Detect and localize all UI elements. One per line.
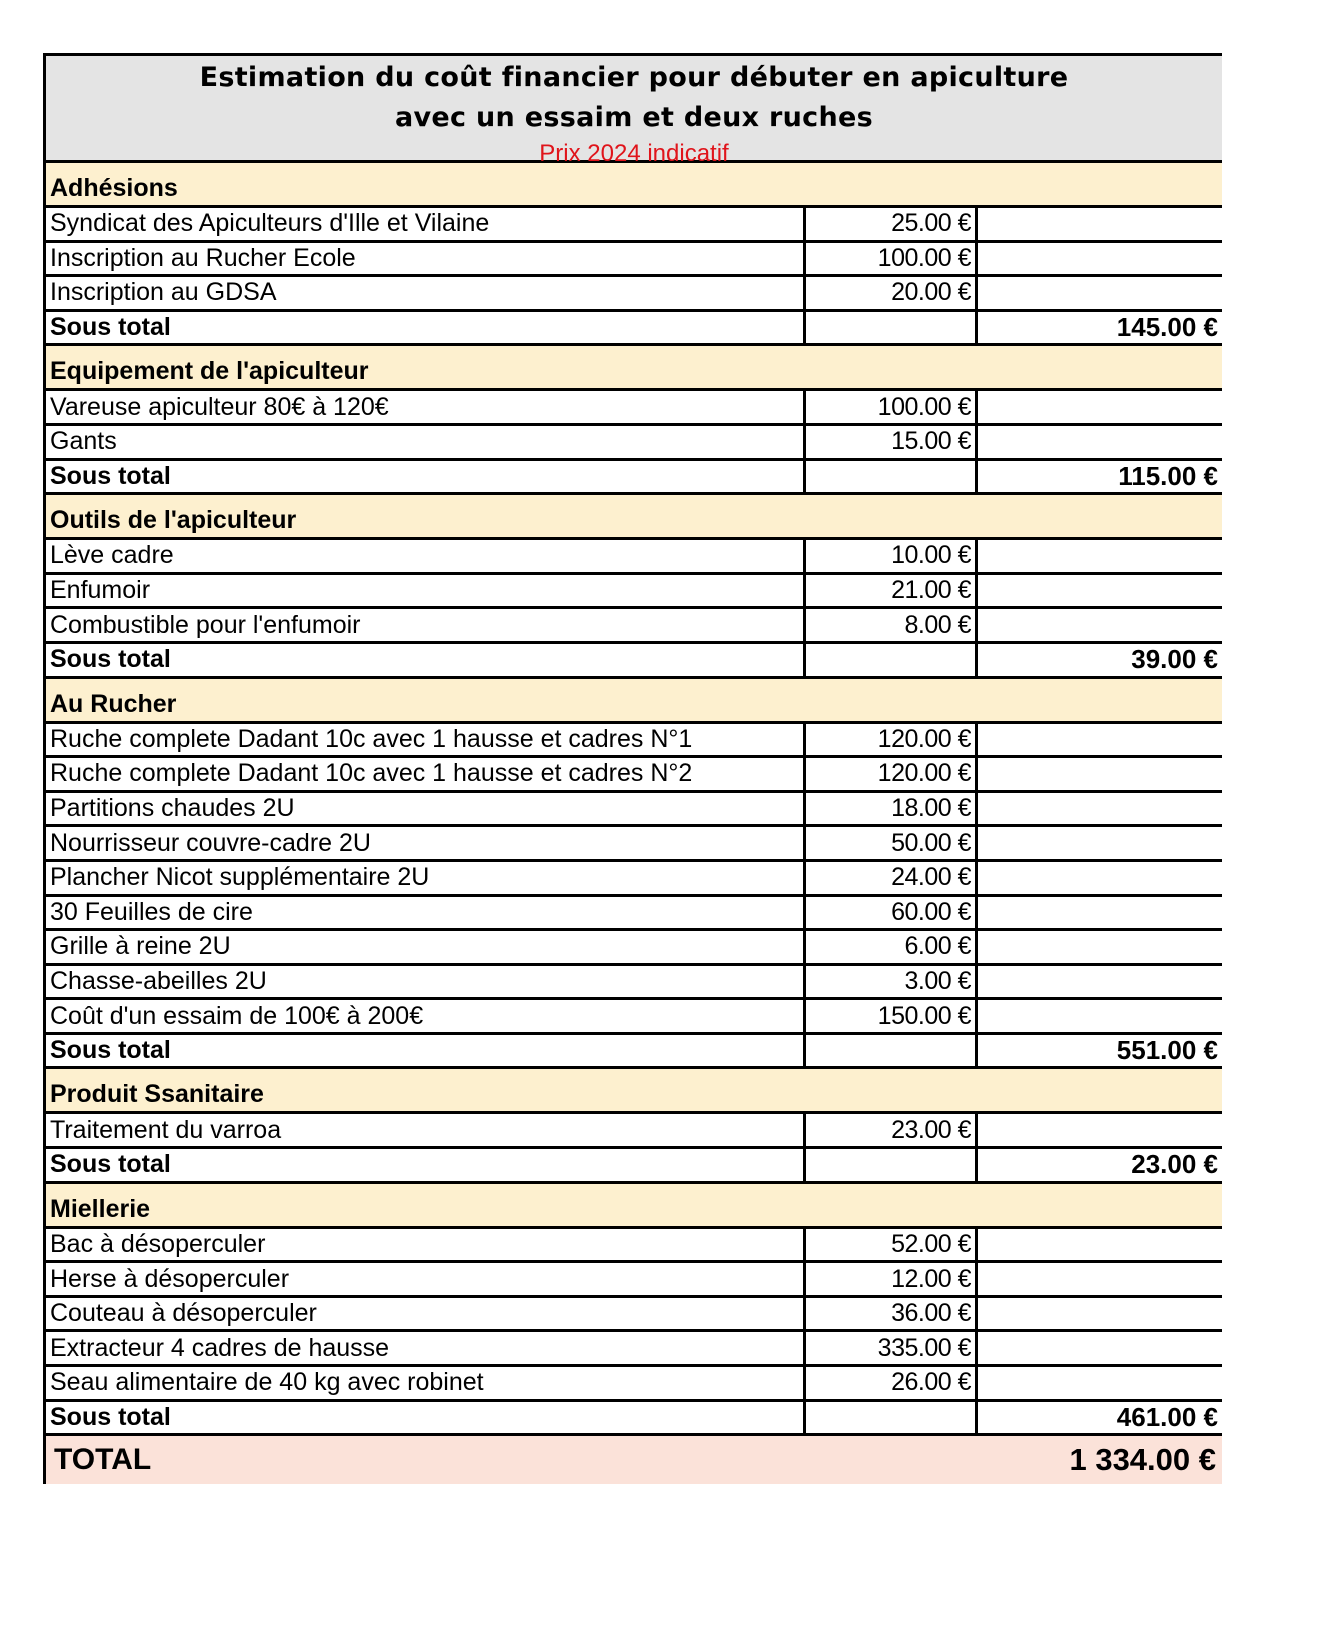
empty-subtotal-cell	[978, 243, 1222, 275]
empty-subtotal-cell	[978, 1298, 1222, 1330]
item-price: 120.00 €	[806, 758, 978, 790]
item-label: Syndicat des Apiculteurs d'Ille et Vilaine	[46, 208, 806, 240]
empty-subtotal-cell	[978, 1332, 1222, 1364]
table-row	[43, 1263, 1222, 1298]
table-row	[43, 966, 1222, 1001]
section-header	[43, 495, 1222, 540]
item-price: 8.00 €	[806, 609, 978, 641]
empty-subtotal-cell	[978, 1229, 1222, 1261]
table-row	[43, 758, 1222, 793]
item-price: 10.00 €	[806, 540, 978, 572]
item-price: 23.00 €	[806, 1114, 978, 1146]
table-row	[43, 243, 1222, 278]
subtotal-label: Sous total	[46, 461, 806, 493]
subtotal-value: 551.00 €	[1116, 1035, 1218, 1066]
section-title: Outils de l'apiculteur	[50, 506, 297, 535]
section-title: Au Rucher	[50, 689, 177, 718]
empty-subtotal-cell	[978, 827, 1222, 859]
table-row	[43, 391, 1222, 426]
section-header	[43, 679, 1222, 724]
item-price: 3.00 €	[806, 966, 978, 998]
grand-total-row	[43, 1436, 1222, 1484]
item-label: Plancher Nicot supplémentaire 2U	[46, 862, 806, 894]
item-price: 60.00 €	[806, 897, 978, 929]
empty-price-cell	[806, 1402, 978, 1434]
item-label: Grille à reine 2U	[46, 931, 806, 963]
item-label: Couteau à désoperculer	[46, 1298, 806, 1330]
table-row	[43, 575, 1222, 610]
table-row	[43, 827, 1222, 862]
subtotal-label: Sous total	[46, 1402, 806, 1434]
table-row	[43, 208, 1222, 243]
grand-total-label: TOTAL	[54, 1443, 152, 1477]
empty-subtotal-cell	[978, 1114, 1222, 1146]
item-label: Chasse-abeilles 2U	[46, 966, 806, 998]
item-price: 12.00 €	[806, 1263, 978, 1295]
item-label: Partitions chaudes 2U	[46, 793, 806, 825]
section-header	[43, 1184, 1222, 1229]
empty-subtotal-cell	[978, 862, 1222, 894]
empty-subtotal-cell	[978, 793, 1222, 825]
subtotal-value: 115.00 €	[1118, 460, 1218, 491]
item-label: Bac à désoperculer	[46, 1229, 806, 1261]
empty-subtotal-cell	[978, 391, 1222, 423]
price-year-note: Prix 2024 indicatif	[539, 140, 729, 167]
empty-subtotal-cell	[978, 1367, 1222, 1399]
grand-total-value: 1 334.00 €	[1069, 1442, 1216, 1478]
sections-container	[43, 163, 1222, 1436]
empty-price-cell	[806, 312, 978, 344]
item-price: 52.00 €	[806, 1229, 978, 1261]
subtotal-label: Sous total	[46, 1149, 806, 1181]
table-row	[43, 1298, 1222, 1333]
empty-subtotal-cell	[978, 897, 1222, 929]
empty-subtotal-cell	[978, 426, 1222, 458]
subtotal-row	[43, 312, 1222, 347]
item-price: 100.00 €	[806, 391, 978, 423]
item-price: 24.00 €	[806, 862, 978, 894]
table-row	[43, 793, 1222, 828]
table-row	[43, 1367, 1222, 1402]
subtotal-label: Sous total	[46, 644, 806, 676]
item-price: 26.00 €	[806, 1367, 978, 1399]
table-row	[43, 862, 1222, 897]
item-price: 150.00 €	[806, 1000, 978, 1032]
item-label: Enfumoir	[46, 575, 806, 607]
subtotal-label: Sous total	[46, 312, 806, 344]
cost-estimate-sheet	[43, 53, 1222, 1484]
section-header	[43, 1069, 1222, 1114]
table-row	[43, 1332, 1222, 1367]
subtotal-value: 39.00 €	[1131, 644, 1218, 675]
item-label: Coût d'un essaim de 100€ à 200€	[46, 1000, 806, 1032]
item-price: 50.00 €	[806, 827, 978, 859]
empty-subtotal-cell	[978, 1000, 1222, 1032]
empty-subtotal-cell	[978, 277, 1222, 309]
subtotal-row	[43, 1149, 1222, 1184]
item-label: Ruche complete Dadant 10c avec 1 hausse et cadres N°1	[46, 724, 806, 756]
empty-price-cell	[806, 1035, 978, 1067]
subtotal-row	[43, 1035, 1222, 1070]
item-label: Ruche complete Dadant 10c avec 1 hausse et cadres N°2	[46, 758, 806, 790]
title-line-1: Estimation du coût financier pour débuter en apiculture	[199, 62, 1069, 93]
title-block	[43, 53, 1222, 167]
item-label: Extracteur 4 cadres de hausse	[46, 1332, 806, 1364]
section-header	[43, 346, 1222, 391]
subtotal-row	[43, 644, 1222, 679]
empty-price-cell	[806, 644, 978, 676]
table-row	[43, 1000, 1222, 1035]
table-row	[43, 1114, 1222, 1149]
item-label: 30 Feuilles de cire	[46, 897, 806, 929]
subtotal-value: 461.00 €	[1116, 1401, 1218, 1432]
item-label: Seau alimentaire de 40 kg avec robinet	[46, 1367, 806, 1399]
item-price: 15.00 €	[806, 426, 978, 458]
empty-subtotal-cell	[978, 931, 1222, 963]
item-label: Nourrisseur couvre-cadre 2U	[46, 827, 806, 859]
item-label: Inscription au GDSA	[46, 277, 806, 309]
table-row	[43, 931, 1222, 966]
table-row	[43, 540, 1222, 575]
empty-subtotal-cell	[978, 540, 1222, 572]
item-label: Inscription au Rucher Ecole	[46, 243, 806, 275]
item-label: Combustible pour l'enfumoir	[46, 609, 806, 641]
empty-subtotal-cell	[978, 575, 1222, 607]
table-row	[43, 724, 1222, 759]
subtotal-row	[43, 461, 1222, 496]
title-line-2: avec un essaim et deux ruches	[395, 102, 873, 133]
section-title: Miellerie	[50, 1194, 151, 1223]
item-price: 335.00 €	[806, 1332, 978, 1364]
empty-subtotal-cell	[978, 724, 1222, 756]
item-price: 18.00 €	[806, 793, 978, 825]
item-label: Traitement du varroa	[46, 1114, 806, 1146]
item-price: 120.00 €	[806, 724, 978, 756]
empty-price-cell	[806, 461, 978, 493]
empty-price-cell	[806, 1149, 978, 1181]
item-price: 100.00 €	[806, 243, 978, 275]
item-label: Vareuse apiculteur 80€ à 120€	[46, 391, 806, 423]
item-label: Herse à désoperculer	[46, 1263, 806, 1295]
subtotal-label: Sous total	[46, 1035, 806, 1067]
subtotal-value: 23.00 €	[1131, 1149, 1218, 1180]
table-row	[43, 897, 1222, 932]
section-title: Produit Ssanitaire	[50, 1080, 264, 1109]
empty-subtotal-cell	[978, 758, 1222, 790]
subtotal-value: 145.00 €	[1116, 312, 1218, 343]
item-price: 21.00 €	[806, 575, 978, 607]
table-row	[43, 609, 1222, 644]
empty-subtotal-cell	[978, 966, 1222, 998]
item-price: 6.00 €	[806, 931, 978, 963]
table-row	[43, 426, 1222, 461]
item-price: 25.00 €	[806, 208, 978, 240]
section-title: Equipement de l'apiculteur	[50, 357, 369, 386]
item-label: Gants	[46, 426, 806, 458]
section-title: Adhésions	[50, 174, 178, 202]
empty-subtotal-cell	[978, 609, 1222, 641]
subtotal-row	[43, 1402, 1222, 1437]
table-row	[43, 277, 1222, 312]
empty-subtotal-cell	[978, 1263, 1222, 1295]
table-row	[43, 1229, 1222, 1264]
item-price: 20.00 €	[806, 277, 978, 309]
item-label: Lève cadre	[46, 540, 806, 572]
empty-subtotal-cell	[978, 208, 1222, 240]
item-price: 36.00 €	[806, 1298, 978, 1330]
